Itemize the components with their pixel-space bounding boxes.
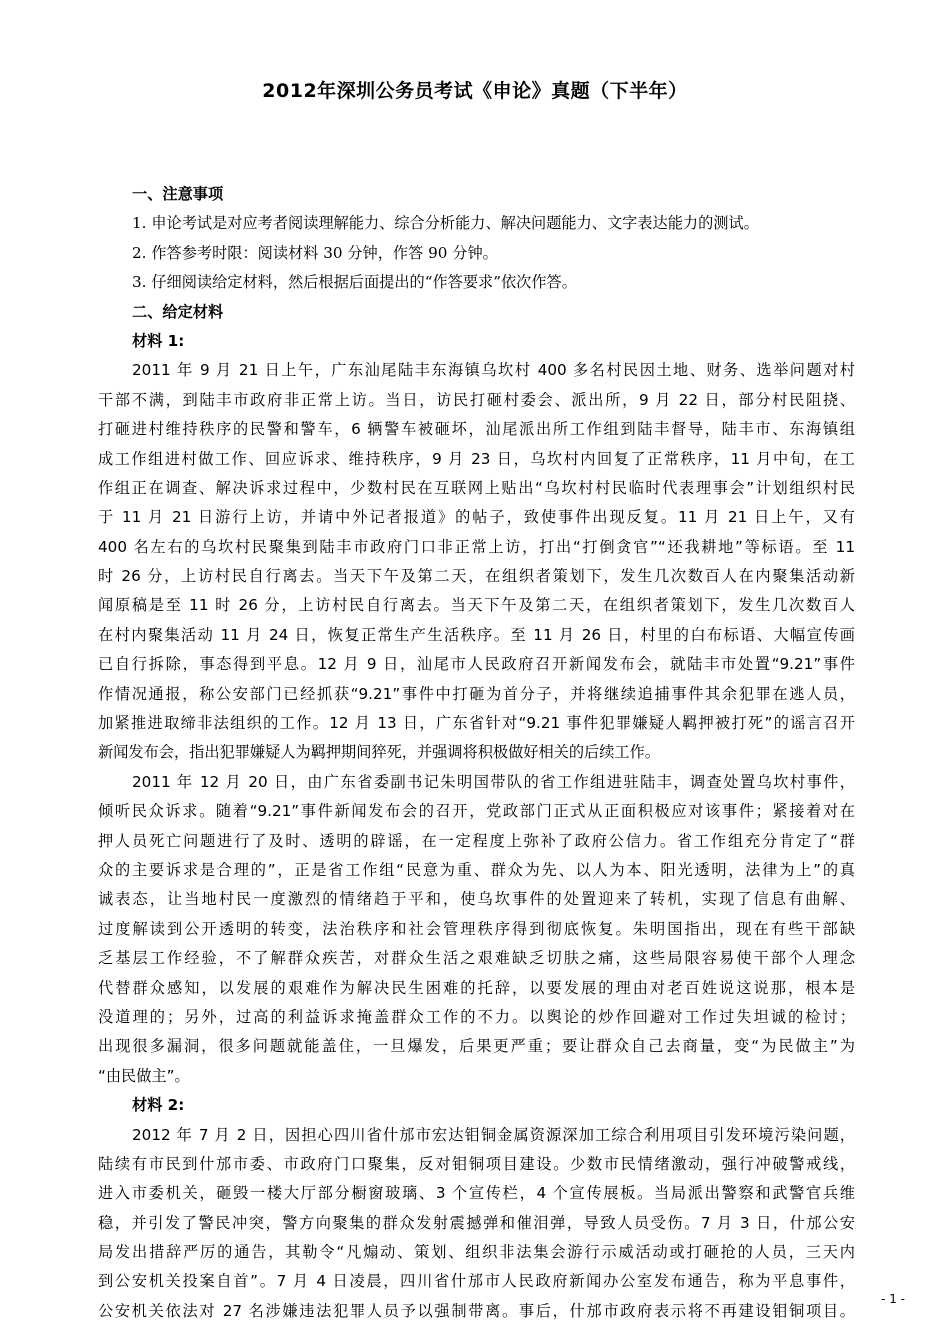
section-heading-materials: 二、给定材料 xyxy=(132,302,224,321)
section-heading-notes: 一、注意事项 xyxy=(132,185,224,203)
text-line: 作情况通报，称公安部门已经抓获“9.21”事件中打砸为首分子，并将继续追捕事件其余犯罪在逃人员， xyxy=(98,684,855,703)
text-line: 公安机关依法对 27 名涉嫌违法犯罪人员予以强制带离。事后，什邡市政府表示将不再建设钼铜项目。 xyxy=(98,1301,855,1320)
text-line: 众的主要诉求是合理的”，正是省工作组“民意为重、群众为先、以人为本、阳光透明，法律为上”的真 xyxy=(98,860,855,879)
text-line: 400 名左右的乌坎村民聚集到陆丰市政府门口非正常上访，打出“打倒贪官”“还我耕地”等标语。至 11 xyxy=(98,537,855,556)
note-1: 1. 申论考试是对应考者阅读理解能力、综合分析能力、解决问题能力、文字表达能力的测试。 xyxy=(132,214,759,233)
document-body xyxy=(98,180,855,1326)
note-2: 2. 作答参考时限：阅读材料 30 分钟，作答 90 分钟。 xyxy=(132,243,498,262)
text-line: 局发出措辞严厉的通告，其勒令“凡煽动、策划、组织非法集会游行示威活动或打砸抢的人员，三天内 xyxy=(98,1243,855,1262)
text-line: 稳，并引发了警民冲突，警方向聚集的群众发射震撼弹和催泪弹，导致人员受伤。7 月 3 日，什邡公安 xyxy=(98,1213,855,1232)
text-line: 没道理的；另外，过高的利益诉求掩盖群众工作的不力。以舆论的炒作回避对工作过失坦诚的检讨； xyxy=(98,1007,855,1026)
text-line: 押人员死亡问题进行了及时、透明的辟谣，在一定程度上弥补了政府公信力。省工作组充分肯定了“群 xyxy=(98,831,855,850)
document-title: 2012年深圳公务员考试《申论》真题（下半年） xyxy=(262,80,688,102)
text-line: 已自行拆除，事态得到平息。12 月 9 日，汕尾市人民政府召开新闻发布会，就陆丰市处置“9.21”事件 xyxy=(98,655,855,674)
text-line: 新闻发布会，指出犯罪嫌疑人为羁押期间猝死，并强调将积极做好相关的后续工作。 xyxy=(98,743,660,762)
text-line: 加紧推进取缔非法组织的工作。12 月 13 日，广东省针对“9.21 事件犯罪嫌疑人羁押被打死”的谣言召开 xyxy=(98,714,855,733)
text-line: 出现很多漏洞，很多问题就能盖住，一旦爆发，后果更严重；要让群众自己去商量，变“为民做主”为 xyxy=(98,1037,855,1056)
page-number: - 1 - xyxy=(881,1292,905,1306)
text-line: 打砸进村维持秩序的民警和警车，6 辆警车被砸坏，汕尾派出所工作组到陆丰督导，陆丰市、东海镇组 xyxy=(98,420,855,439)
text-line: 作组正在调查、解决诉求过程中，少数村民在互联网上贴出“乌坎村村民临时代表理事会”计划组织村民 xyxy=(98,478,855,497)
text-line: 2012 年 7 月 2 日，因担心四川省什邡市宏达钼铜金属资源深加工综合利用项目引发环境污染问题， xyxy=(132,1125,855,1144)
text-line: 陆续有市民到什邡市委、市政府门口聚集，反对钼铜项目建设。少数市民情绪激动，强行冲破警戒线， xyxy=(98,1154,855,1173)
note-3: 3. 仔细阅读给定材料，然后根据后面提出的“作答要求”依次作答。 xyxy=(132,273,577,292)
text-line: 到公安机关投案自首”。7 月 4 日凌晨，四川省什邡市人民政府新闻办公室发布通告，称为平息事件， xyxy=(98,1272,855,1291)
text-line: 成工作组进村做工作、回应诉求、维持秩序，9 月 23 日，乌坎村内回复了正常秩序，11 月中旬，在工 xyxy=(98,449,855,468)
material-1-paragraph-2 xyxy=(98,768,855,1091)
text-line: 进入市委机关，砸毁一楼大厅部分橱窗玻璃、3 个宣传栏，4 个宣传展板。当局派出警察和武警官兵维 xyxy=(98,1184,855,1203)
text-line: 诚表态，让当地村民一度激烈的情绪趋于平和，使乌坎事件的处置迎来了转机，实现了信息有曲解、 xyxy=(98,890,855,909)
text-line: 过度解读到公开透明的转变，法治秩序和社会管理秩序得到彻底恢复。朱明国指出，现在有些干部缺 xyxy=(98,919,855,938)
text-line: 乏基层工作经验，不了解群众疾苦，对群众生活之艰难缺乏切肤之痛，这些局限容易使干部个人理念 xyxy=(98,949,855,968)
text-line: 于 11 月 21 日游行上访，并请中外记者报道》的帖子，致使事件出现反复。11 月 21 日上午，又有 xyxy=(98,508,855,527)
text-line: 在村内聚集活动 11 月 24 日，恢复正常生产生活秩序。至 11 月 26 日，村里的白布标语、大幅宣传画 xyxy=(98,625,855,644)
text-line: “由民做主”。 xyxy=(98,1066,190,1085)
text-line: 代替群众感知，以发展的艰难作为解决民生困难的托辞，以要发展的理由对老百姓说这说那，根本是 xyxy=(98,978,855,997)
text-line: 闻原稿是至 11 时 26 分，上访村民自行离去。当天下午及第二天，在组织者策划下，发生几次数百人 xyxy=(98,596,855,615)
text-line: 时 26 分，上访村民自行离去。当天下午及第二天，在组织者策划下，发生几次数百人在内聚集活动新 xyxy=(98,567,855,586)
text-line: 2011 年 9 月 21 日上午，广东汕尾陆丰东海镇乌坎村 400 多名村民因土地、财务、选举问题对村 xyxy=(132,361,855,380)
text-line: 2011 年 12 月 20 日，由广东省委副书记朱明国带队的省工作组进驻陆丰，调查处置乌坎村事件， xyxy=(132,772,855,791)
text-line: 倾听民众诉求。随着“9.21”事件新闻发布会的召开，党政部门正式从正面积极应对该事件；紧接着对在 xyxy=(98,802,855,821)
text-line: 干部不满，到陆丰市政府非正常上访。当日，访民打砸村委会、派出所，9 月 22 日，部分村民阻挠、 xyxy=(98,390,855,409)
material-2-label: 材料 2: xyxy=(132,1096,185,1115)
material-1-paragraph-1 xyxy=(98,356,855,767)
material-1-label: 材料 1: xyxy=(132,331,185,350)
